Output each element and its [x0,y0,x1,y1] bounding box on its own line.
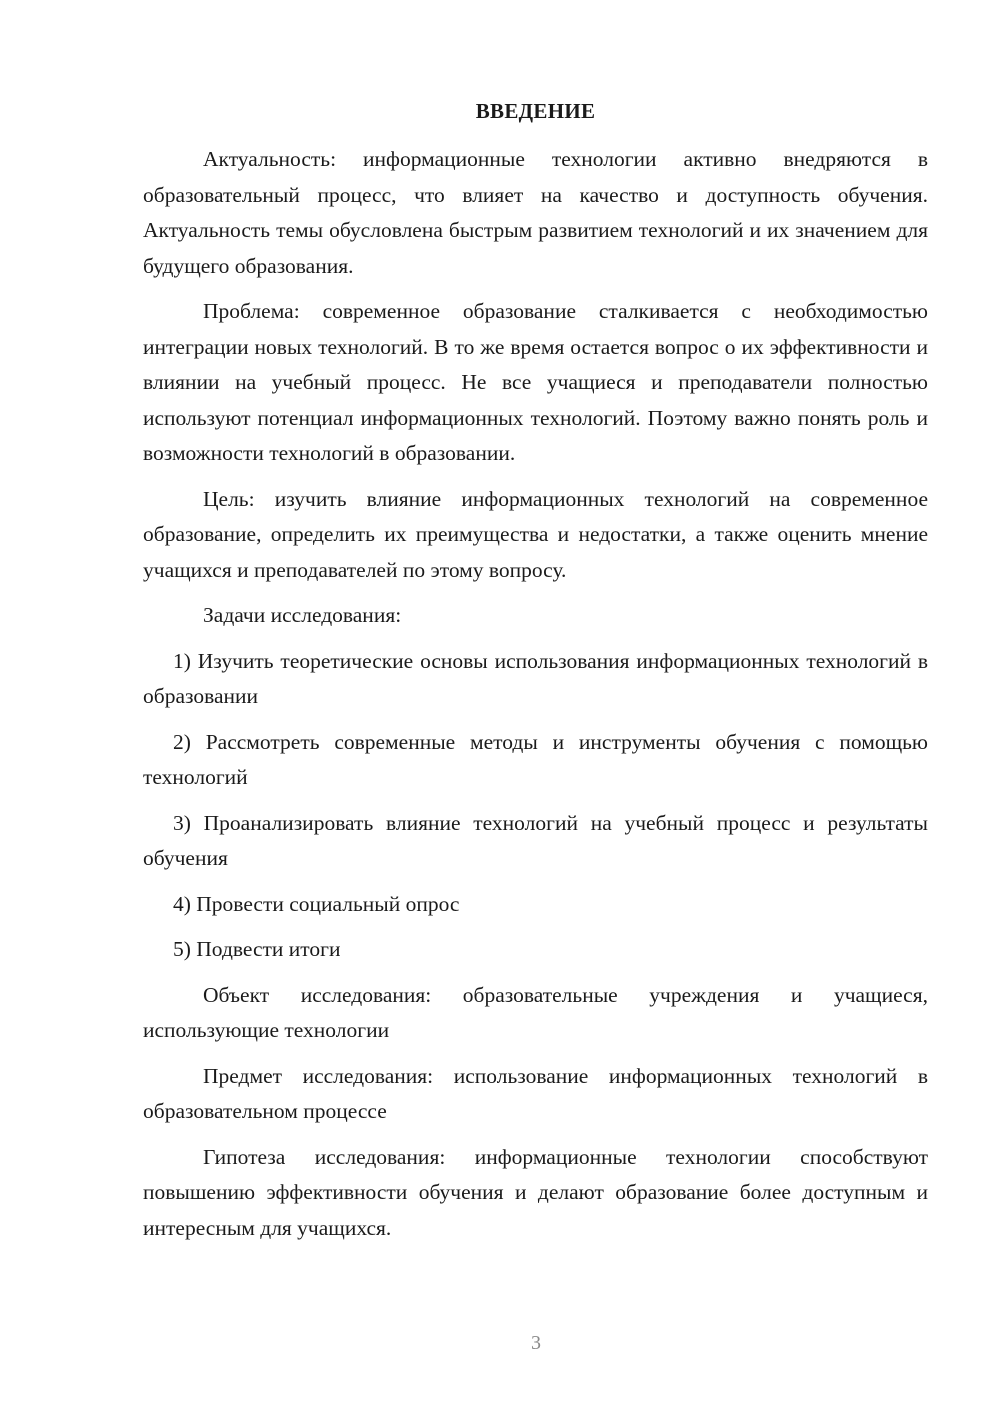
paragraph-tasks-heading: Задачи исследования: [203,603,402,627]
paragraph-hypothesis: Гипотеза исследования: информационные технологии способствуют повышению эффективности обучения и делают образование более доступным и интересным для учащихся. [143,1144,928,1240]
task-item-4: 4) Провести социальный опрос [173,891,460,916]
page-title: ВВЕДЕНИЕ [475,99,596,123]
task-item-3: 3) Проанализировать влияние технологий на учебный процесс и результаты обучения [143,810,928,870]
page-number: 3 [531,1332,541,1354]
paragraph-subject: Предмет исследования: использование информационных технологий в образовательном процессе [143,1063,928,1123]
paragraph-goal: Цель: изучить влияние информационных технологий на современное образование, определить их преимущества и недостатки, а также оценить мнение учащихся и преподавателей по этому вопросу. [143,486,928,582]
task-item-1: 1) Изучить теоретические основы использования информационных технологий в образовании [143,648,928,708]
task-item-2: 2) Рассмотреть современные методы и инструменты обучения с помощью технологий [143,729,928,789]
paragraph-relevance: Актуальность: информационные технологии активно внедряются в образовательный процесс, что влияет на качество и доступность обучения. Актуальность темы обусловлена быстрым развитием технологий и их значением для будущего образования. [143,147,928,278]
task-item-5: 5) Подвести итоги [173,937,341,961]
document-body [143,142,928,1256]
paragraph-object: Объект исследования: образовательные учреждения и учащиеся, использующие технологии [143,982,928,1042]
paragraph-problem: Проблема: современное образование сталкивается с необходимостью интеграции новых технологий. В то же время остается вопрос о их эффективности и влиянии на учебный процесс. Не все учащиеся и преподаватели полностью используют потенциал информационных технологий. Поэтому важно понять роль и возможности технологий в образовании. [143,299,928,465]
